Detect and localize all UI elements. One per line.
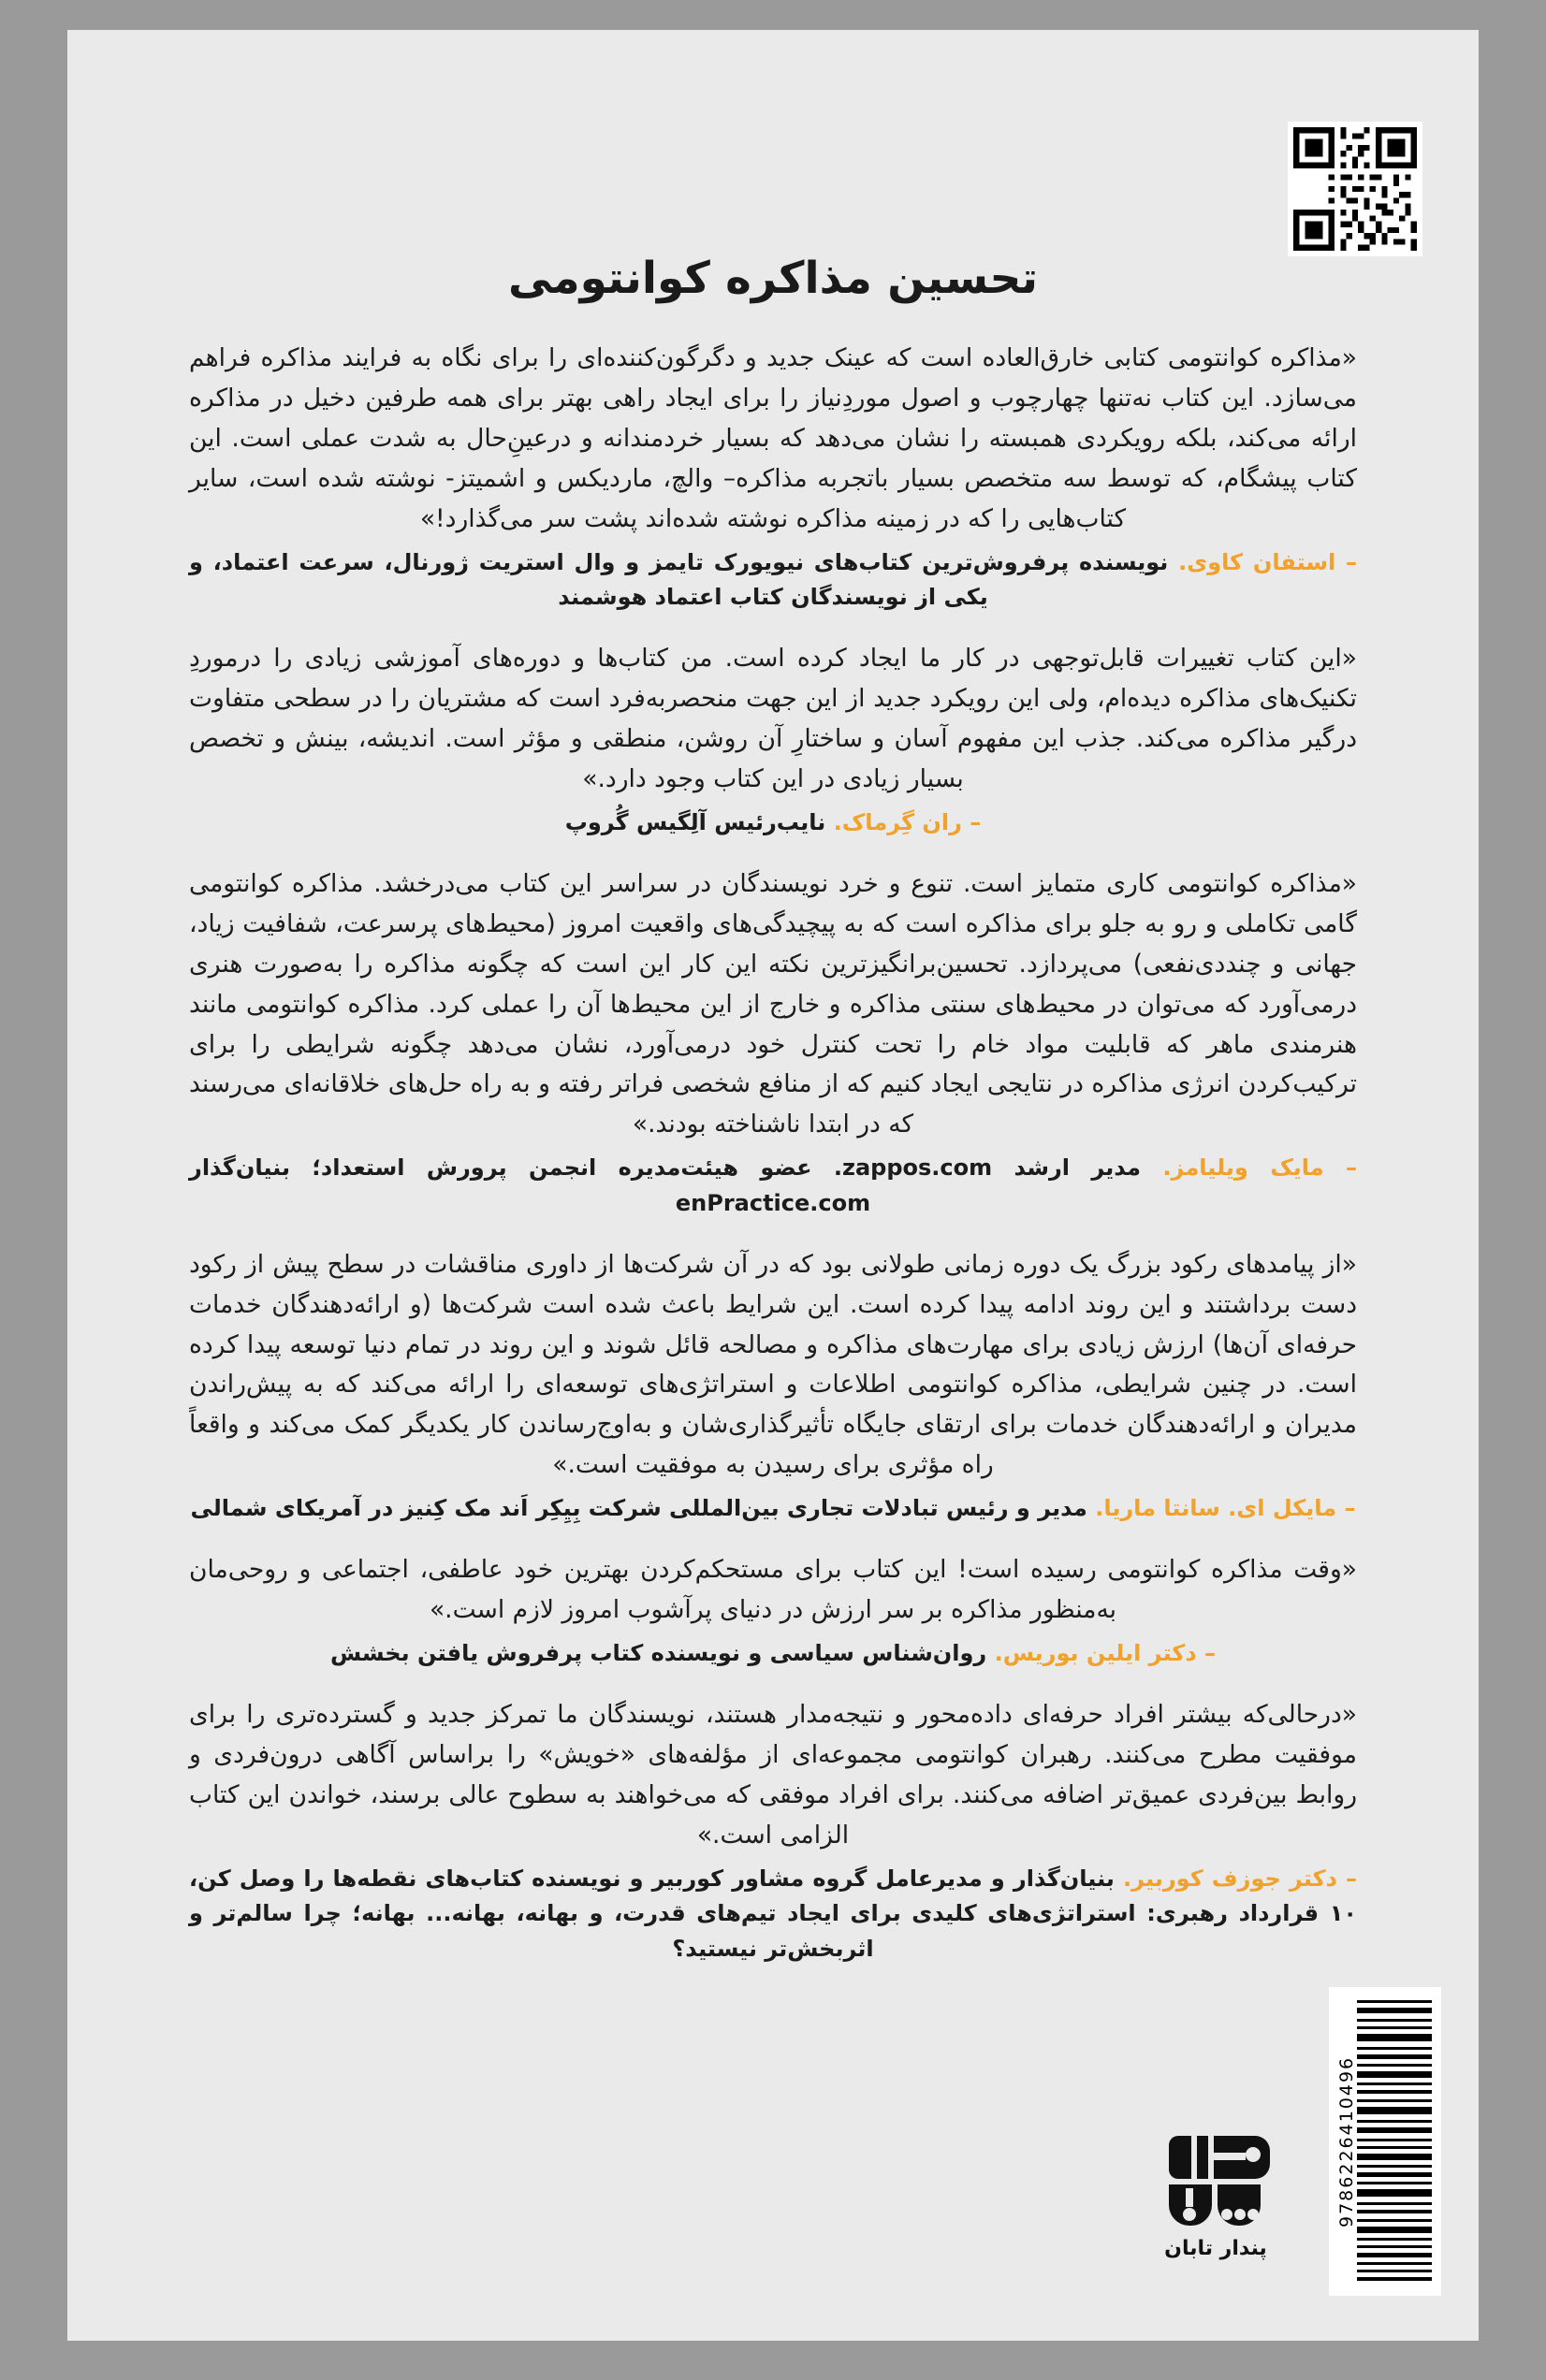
blurb-quote: «از پیامدهای رکود بزرگ یک دوره زمانی طولانی بود که در آن شرکت‌ها از داوری مناقشات در سطح پیش از رکود دست برداشتند و این روند ادامه پیدا کرده است. این شرایط باعث شده است شرکت‌ها (و ارائه‌دهندگان خدمات حرفه‌ای آن‌ها) ارزش زیادی برای مهارت‌های مذاکره و مصالحه قائل شوند و این روند در تمام دنیا توسعه پیدا کرده است. در چنین شرایطی، مذاکره کوانتومی اطلاعات و استراتژی‌های توسعه‌ای را ارائه می‌کند که به پیش‌راندن مدیران و ارائه‌دهندگان خدمات برای ارتقای جایگاه تأثیرگذاری‌شان و به‌اوج‌رساندن کار یکدیگر کمک می‌کند و واقعاً راه مؤثری برای رسیدن به موفقیت است.»	[189, 1249, 1357, 1480]
blurb-author-role: نایب‌رئیس آلِگیس گُروپ	[564, 808, 826, 835]
blurb-attribution	[189, 805, 1357, 840]
blurb-attribution	[189, 1862, 1357, 1966]
publisher-mark-icon	[1156, 2130, 1276, 2231]
blurb-author-role: نویسنده پرفروش‌ترین کتاب‌های نیویورک تایمز و وال استریت ژورنال، سرعت اعتماد، و یکی از نویسندگان کتاب اعتماد هوشمند	[189, 548, 1169, 610]
blurb-quote: «مذاکره کوانتومی کاری متمایز است. تنوع و خرد نویسندگان در سراسر این کتاب می‌درخشد. مذاکره کوانتومی گامی تکاملی و رو به جلو برای مذاکره است که به پیچیدگی‌های واقعیت امروز (محیط‌های پرسرعت، شفافیت زیاد، جهانی و چنددی‌نفعی) می‌پردازد. تحسین‌برانگیزترین نکته این کار این است که چگونه مذاکره را به‌صورت هنری درمی‌آورد که می‌توان در محیط‌های سنتی مذاکره و خارج از این محیط‌ها آن را عملی کرد. مذاکره کوانتومی مانند هنرمندی ماهر که قابلیت مواد خام را تحت کنترل خود درمی‌آورد، نشان می‌دهد چگونه شرایطی را برای ترکیب‌کردن انرژی مذاکره در نتایجی ایجاد کنیم که از منافع شخصی فراتر رفته و به راه حل‌های خلاقانه‌ای می‌رسند که در ابتدا ناشناخته بودند.»	[189, 868, 1357, 1139]
isbn-barcode	[1329, 1987, 1441, 2296]
book-back-cover	[67, 30, 1479, 2341]
publisher-logo	[1136, 2130, 1295, 2260]
blurb-quote: «مذاکره کوانتومی کتابی خارق‌العاده است که عینک جدید و دگرگون‌کننده‌ای را برای نگاه به فرایند مذاکره فراهم می‌سازد. این کتاب نه‌تنها چهارچوب و اصول موردِنیاز را برای ایجاد راهی بهتر برای همه طرفین دخیل در مذاکره ارائه می‌کند، بلکه رویکردی همبسته را نشان می‌دهد که بسیار خردمندانه و درعینِ‌حال به شدت عملی است. این کتاب پیشگام، که توسط سه متخصص بسیار باتجربه مذاکره– والچ، ماردیکس و اشمیتز- نوشته شده است، سایر کتاب‌هایی را که در زمینه مذاکره نوشته شده‌اند پشت سر می‌گذارد!»	[189, 343, 1357, 533]
blurb-author-role: بنیان‌گذار و مدیرعامل گروه مشاور کوربیر و نویسنده کتاب‌های نقطه‌ها را وصل کن، ۱۰ قرارداد رهبری: استراتژی‌های کلیدی برای ایجاد تیم‌های قدرت، و بهانه، بهانه... بهانه؛ چرا سالم‌تر و اثربخش‌تر نیستید؟	[189, 1865, 1357, 1962]
blurb-author-name: – مایکل ای. سانتا ماریا.	[1095, 1495, 1356, 1522]
blurb-attribution	[189, 1151, 1357, 1220]
qr-code-icon	[1288, 122, 1422, 256]
barcode-bars	[1333, 1996, 1437, 2286]
publisher-name: پندار تابان	[1164, 2237, 1267, 2260]
blurb-quote: «این کتاب تغییرات قابل‌توجهی در کار ما ایجاد کرده است. من کتاب‌ها و دوره‌های آموزشی زیادی را درموردِ تکنیک‌های مذاکره دیده‌ام، ولی این رویکرد جدید از این جهت منحصربه‌فرد است که مشتریان را در سطحی متفاوت درگیر مذاکره می‌کند. جذب این مفهوم آسان و ساختارِ آن روشن، منطقی و مؤثر است. اندیشه، بینش و تخصص بسیار زیادی در این کتاب وجود دارد.»	[189, 643, 1357, 793]
blurb-author-name: – استفان کاوی.	[1178, 548, 1358, 575]
blurb-quote: «درحالی‌که بیشتر افراد حرفه‌ای داده‌محور و نتیجه‌مدار هستند، نویسندگان ما تمرکز جدید و گسترده‌تری را برای موفقیت مطرح می‌کنند. رهبران کوانتومی مجموعه‌ای از مؤلفه‌های «خویش» را براساس آگاهی درون‌فردی و روابط بین‌فردی عمیق‌تر اضافه می‌کنند. برای افراد موفقی که می‌خواهند به سطوح عالی برسند، خواندن این کتاب الزامی است.»	[189, 1700, 1357, 1850]
blurbs-container	[189, 339, 1357, 1976]
blurb-attribution	[189, 1636, 1357, 1671]
blurb-author-role: مدیر ارشد zappos.com. عضو هیئت‌مدیره انجمن پرورش استعداد؛ بنیان‌گذار enPractice.com	[189, 1154, 1142, 1216]
blurb-author-role: مدیر و رئیس تبادلات تجاری بین‌المللی شرکت بِیِکِر اَند مک کِنیز در آمریکای شمالی	[190, 1495, 1087, 1522]
blurb-author-name: – ران گِرماک.	[833, 808, 982, 835]
blurb-attribution	[189, 545, 1357, 615]
page-title: تحسین مذاکره کوانتومی	[507, 253, 1039, 304]
blurb-author-role: روان‌شناس سیاسی و نویسنده کتاب پرفروش یافتن بخشش	[329, 1640, 987, 1667]
blurb-quote: «وقت مذاکره کوانتومی رسیده است! این کتاب برای مستحکم‌کردن بهترین خود عاطفی، اجتماعی و روحی‌مان به‌منظور مذاکره بر سر ارزش در دنیای پرآشوب امروز لازم است.»	[189, 1555, 1357, 1625]
blurb-author-name: – مایک ویلیامز.	[1162, 1154, 1358, 1182]
isbn-number: 9786226410496	[1336, 2055, 1357, 2228]
blurb-attribution	[189, 1491, 1357, 1526]
blurb-author-name: – دکتر جوزف کوربیر.	[1122, 1865, 1357, 1893]
blurb-author-name: – دکتر ایلین بوریس.	[994, 1640, 1217, 1667]
